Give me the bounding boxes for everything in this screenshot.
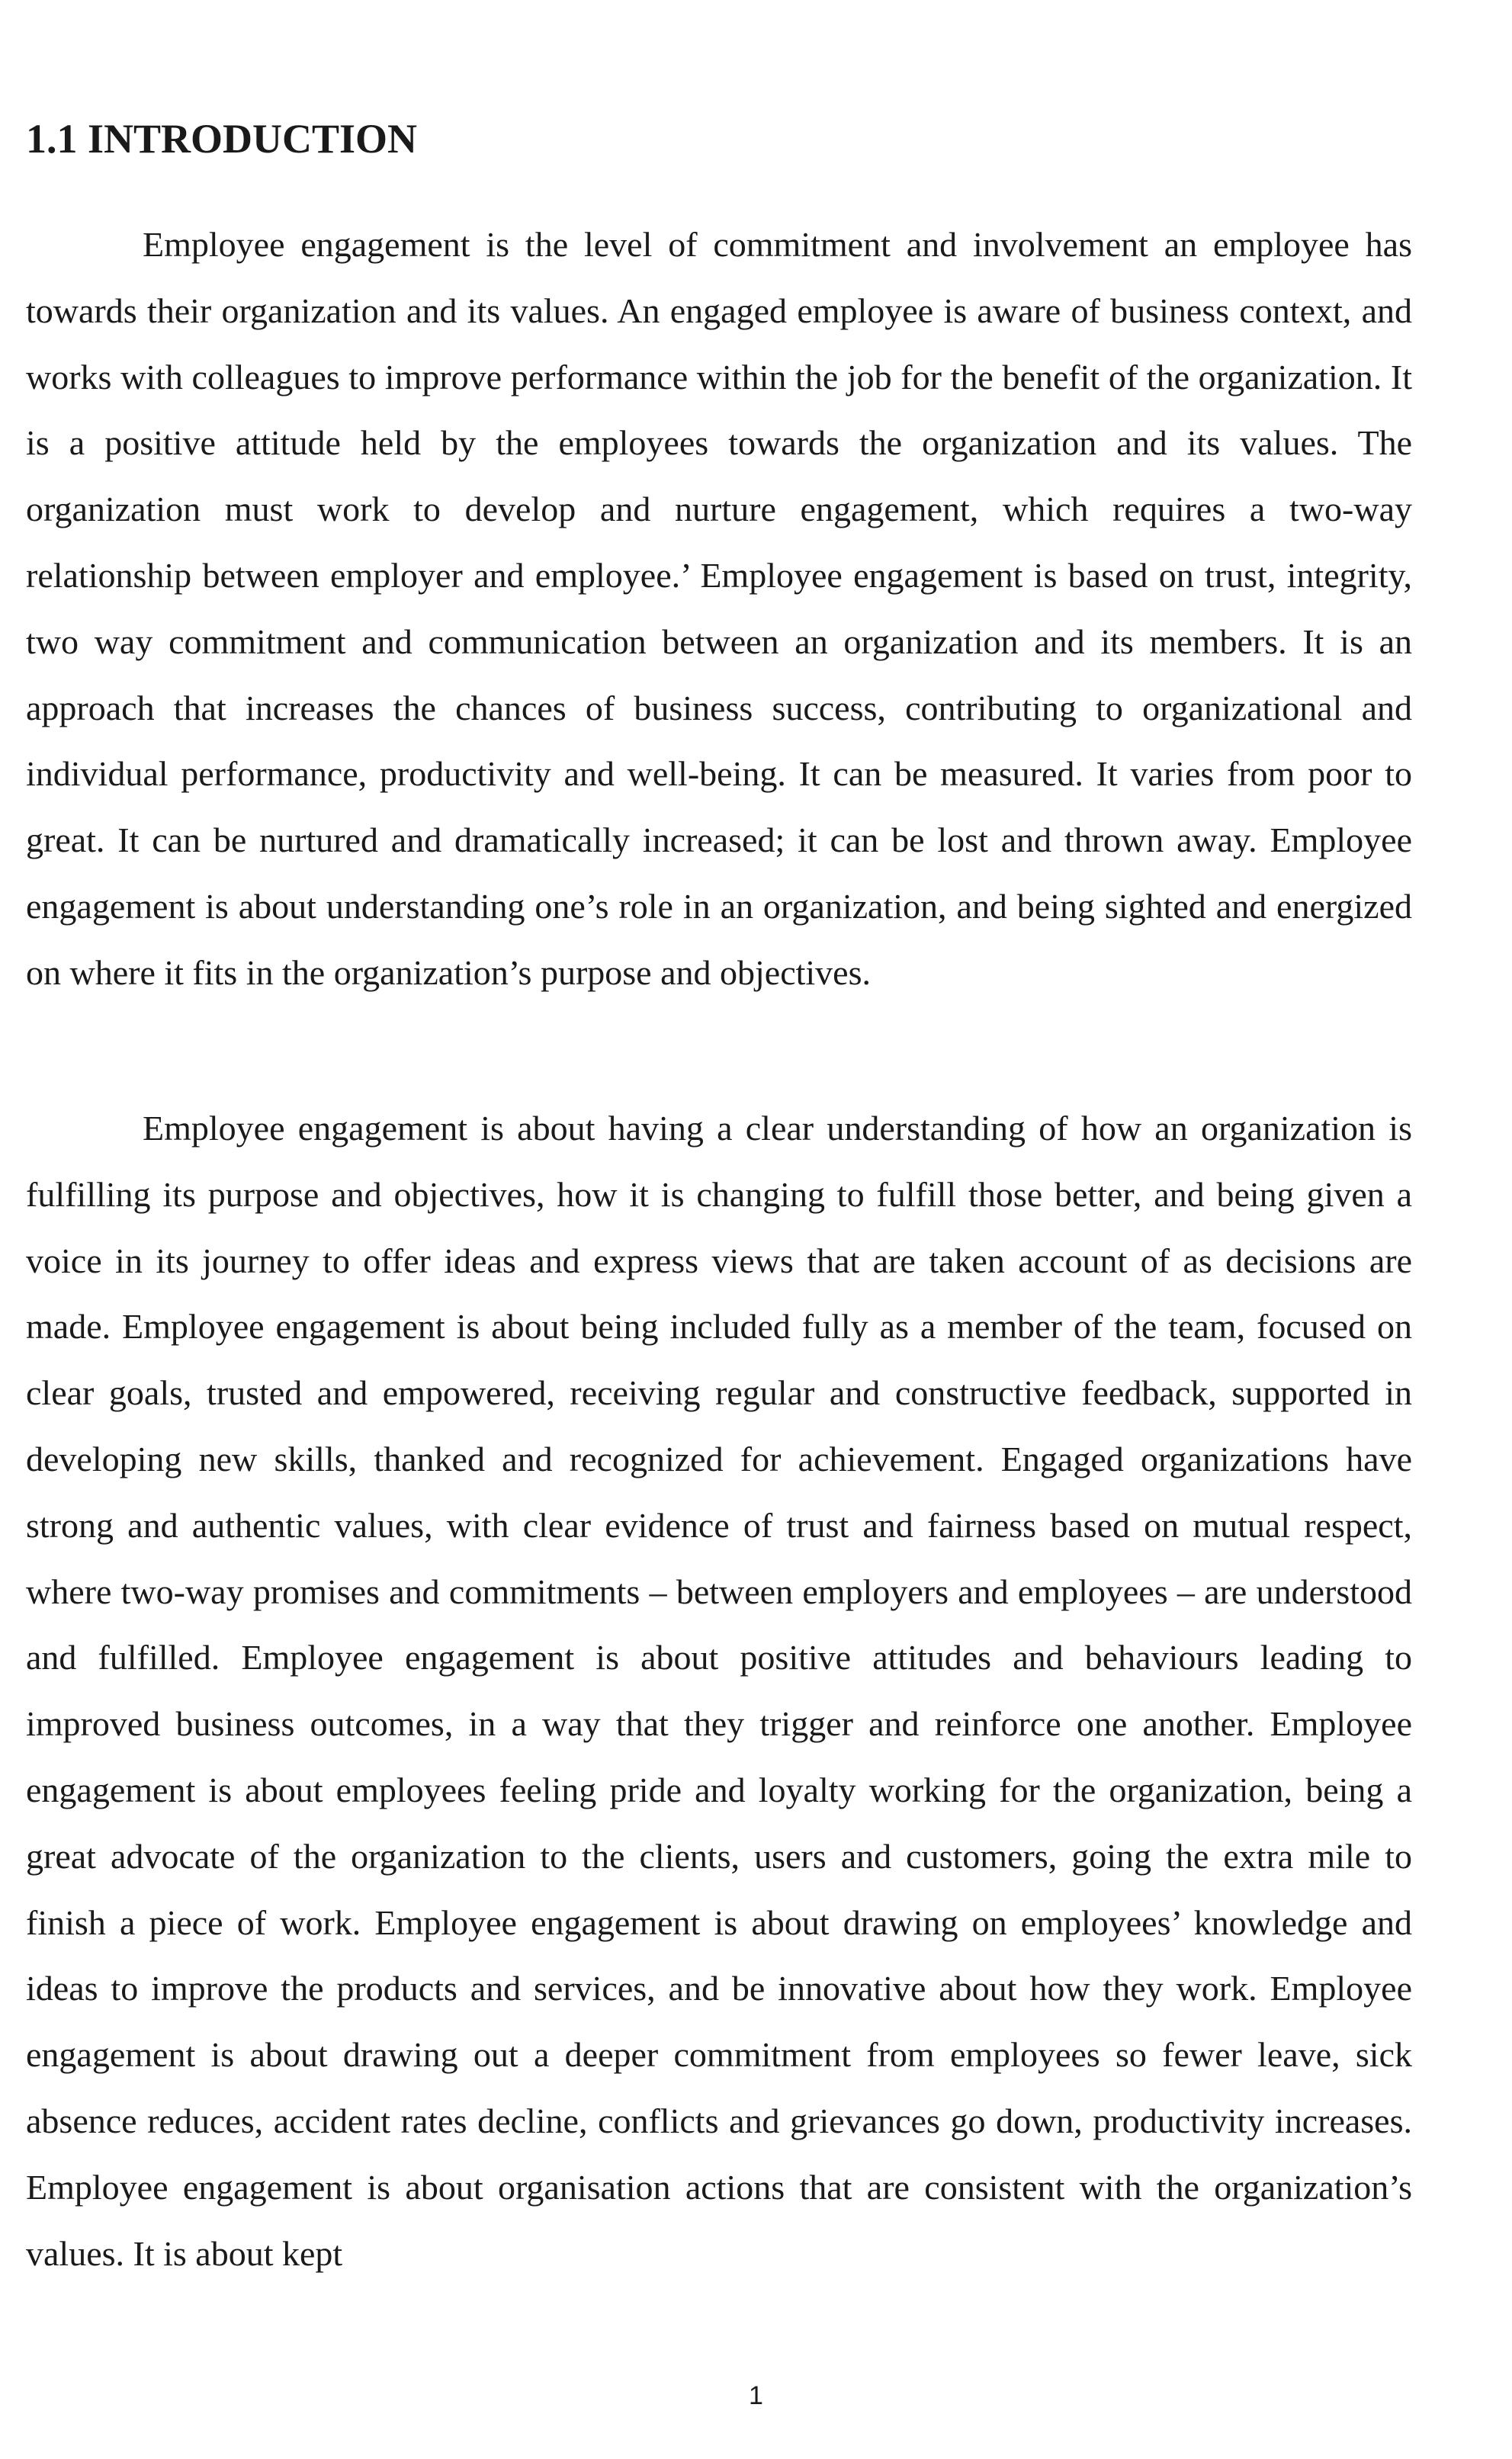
paragraph-1: Employee engagement is the level of commitment and involvement an employee has towards their organization and its values. An engaged employee is aware of business context, and works with colleagues to improve performance within the job for the benefit of the organization. It is a positive attitude held by the employees towards the organization and its values. The organization must work to develop and nurture engagement, which requires a two-way relationship between employer and employee.’ Employee engagement is based on trust, integrity, two way commitment and communication between an organization and its members. It is an approach that increases the chances of business success, contributing to organizational and individual performance, productivity and well-being. It can be measured. It varies from poor to great. It can be nurtured and dramatically increased; it can be lost and thrown away. Employee engagement is about understanding one’s role in an organization, and being sighted and energized on where it fits in the organization’s purpose and objectives. <box>26 225 1412 992</box>
paragraph-2: Employee engagement is about having a clear understanding of how an organization is fulfilling its purpose and objectives, how it is changing to fulfill those better, and being given a voice in its journey to offer ideas and express views that are taken account of as decisions are made. Employee engagement is about being included fully as a member of the team, focused on clear goals, trusted and empowered, receiving regular and constructive feedback, supported in developing new skills, thanked and recognized for achievement. Engaged organizations have strong and authentic values, with clear evidence of trust and fairness based on mutual respect, where two-way promises and commitments – between employers and employees – are understood and fulfilled. Employee engagement is about positive attitudes and behaviours leading to improved business outcomes, in a way that they trigger and reinforce one another. Employee engagement is about employees feeling pride and loyalty working for the organization, being a great advocate of the organization to the clients, users and customers, going the extra mile to finish a piece of work. Employee engagement is about drawing on employees’ knowledge and ideas to improve the products and services, and be innovative about how they work. Employee engagement is about drawing out a deeper commitment from employees so fewer leave, sick absence reduces, accident rates decline, conflicts and grievances go down, productivity increases. Employee engagement is about organisation actions that are consistent with the organization’s values. It is about kept <box>26 1109 1412 2273</box>
page-number: 1 <box>749 2381 763 2410</box>
section-heading: 1.1 INTRODUCTION <box>26 116 418 162</box>
